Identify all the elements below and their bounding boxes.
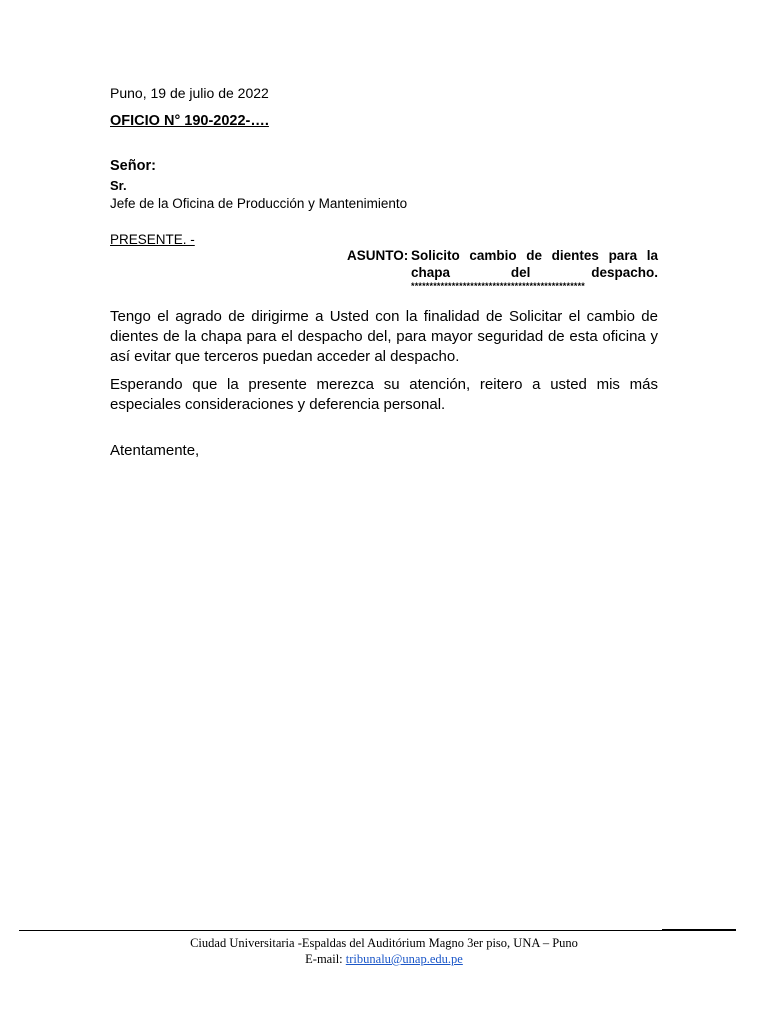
body-paragraph-1: Tengo el agrado de dirigirme a Usted con la finalidad de Solicitar el cambio de dientes de la chapa para el despacho del, para mayor seguridad de esta oficina y así evitar que terceros puedan acceder al despacho.: [110, 308, 658, 365]
footer-address: Ciudad Universitaria -Espaldas del Auditórium Magno 3er piso, UNA – Puno: [190, 936, 578, 950]
footer-email-link[interactable]: tribunalu@unap.edu.pe: [345, 952, 463, 966]
closing: Atentamente,: [110, 442, 200, 459]
body-paragraph-2: Esperando que la presente merezca su atención, reitero a usted mis más especiales consideraciones y deferencia personal.: [110, 376, 658, 413]
subject-block: [347, 247, 658, 291]
footer: [0, 935, 768, 967]
salutation: Señor:: [110, 158, 156, 174]
footer-divider: [19, 930, 736, 931]
footer-email-line: [0, 951, 768, 967]
recipient-position: Jefe de la Oficina de Producción y Mantenimiento: [110, 196, 408, 211]
recipient-title: Sr.: [110, 178, 127, 193]
subject-line-1: Solicito cambio de dientes para la: [411, 248, 658, 263]
letter-date: Puno, 19 de julio de 2022: [110, 85, 269, 101]
subject-line-2: chapa del despacho.: [411, 265, 658, 280]
presente-label: PRESENTE. -: [110, 232, 195, 247]
footer-divider-accent: [662, 929, 736, 931]
footer-email-label: E-mail:: [305, 952, 343, 966]
oficio-number: OFICIO N° 190-2022-….: [110, 113, 269, 129]
subject-separator: ***********************************************: [411, 281, 586, 291]
subject-label: ASUNTO:: [347, 248, 409, 263]
